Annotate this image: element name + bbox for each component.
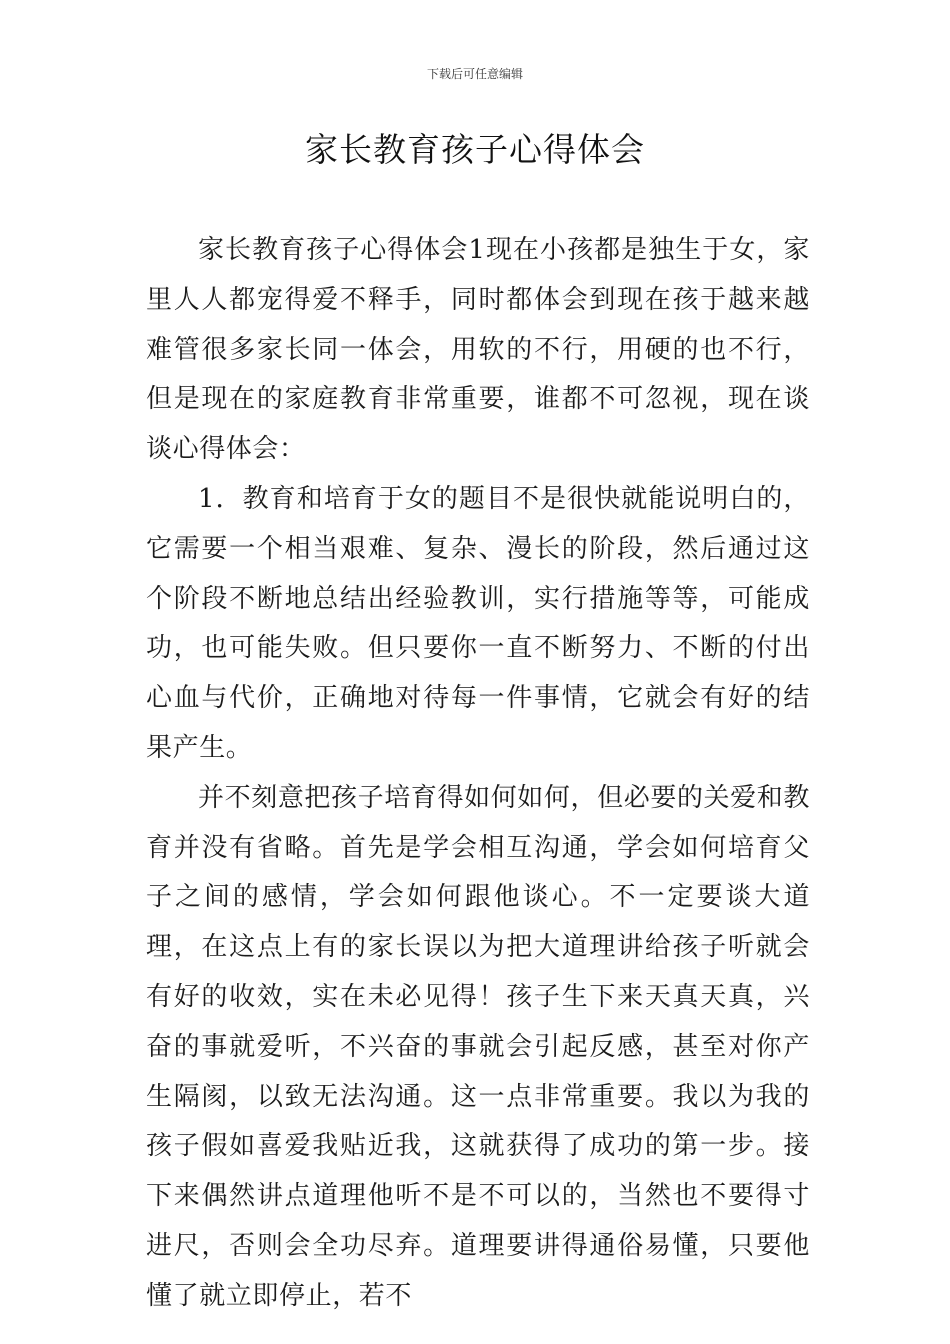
- header-note: 下载后可任意编辑: [426, 67, 523, 81]
- paragraph: 并不刻意把孩子培育得如何如何，但必要的关爱和教育并没有省略。首先是学会相互沟通，学会如何培育父子之间的感情，学会如何跟他谈心。不一定要谈大道理，在这点上有的家长误以为把大道理讲给孩子听就会有好的收效，实在未必见得！孩子生下来天真天真，兴奋的事就爱听，不兴奋的事就会引起反感，甚至对你产生隔阂，以致无法沟通。这一点非常重要。我以为我的孩子假如喜爱我贴近我，这就获得了成功的第一步。接下来偶然讲点道理他听不是不可以的，当然也不要得寸进尺，否则会全功尽弃。道理要讲得通俗易懂，只要他懂了就立即停止，若不: [146, 782, 810, 1311]
- document-body: [146, 226, 810, 1322]
- paragraph: 1．教育和培育于女的题目不是很快就能说明白的，它需要一个相当艰难、复杂、漫长的阶段，然后通过这个阶段不断地总结出经验教训，实行措施等等，可能成功，也可能失败。但只要你一直不断努力、不断的付出心血与代价，正确地对待每一件事情，它就会有好的结果产生。: [146, 483, 810, 763]
- document-title: 家长教育孩子心得体会: [305, 130, 645, 169]
- paragraph: 家长教育孩子心得体会1现在小孩都是独生于女，家里人人都宠得爱不释手，同时都体会到现在孩于越来越难管很多家长同一体会，用软的不行，用硬的也不行，但是现在的家庭教育非常重要，谁都不可忽视，现在谈谈心得体会：: [146, 235, 810, 465]
